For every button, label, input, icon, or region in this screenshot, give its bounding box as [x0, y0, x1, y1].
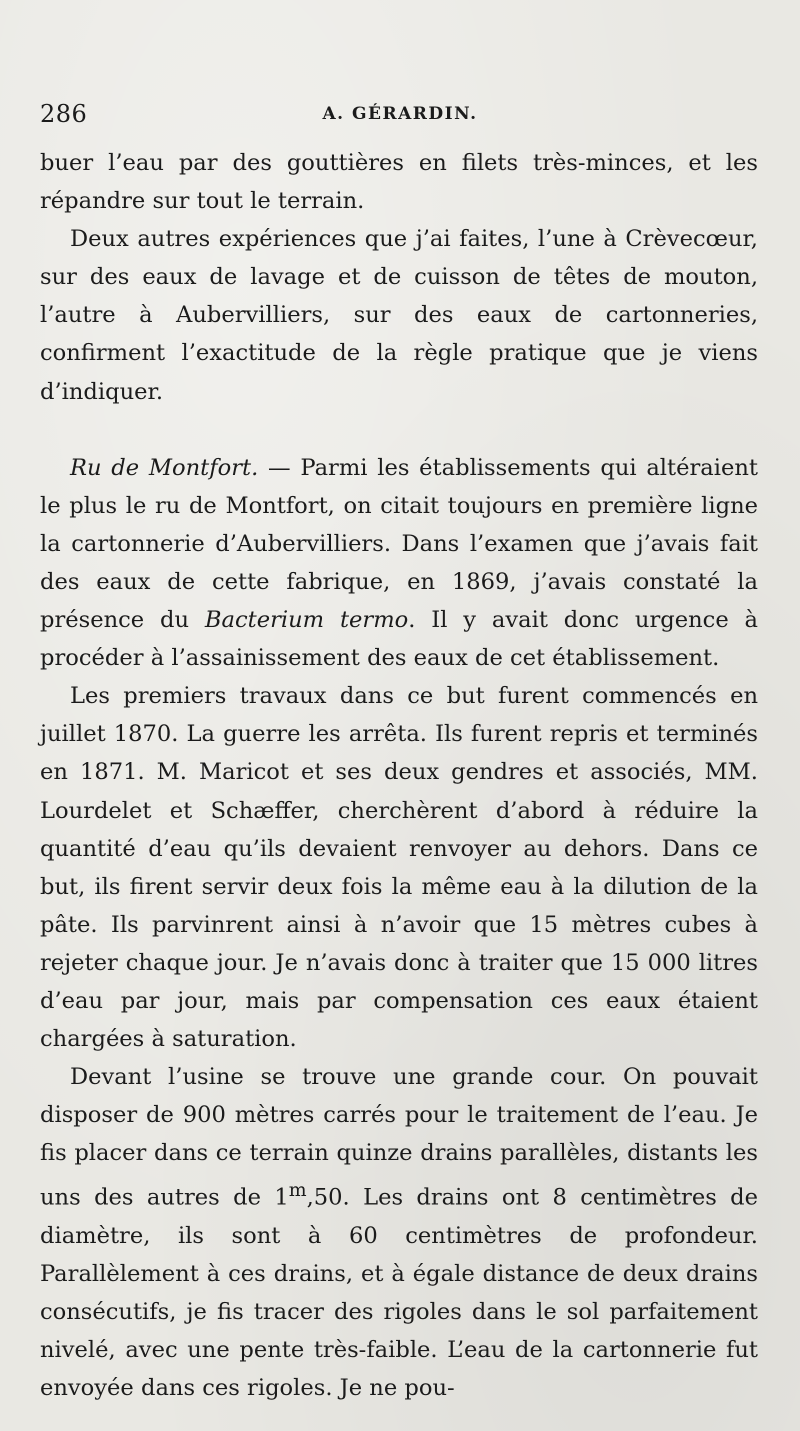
- page-number: 286: [40, 100, 88, 128]
- running-head: [40, 100, 760, 136]
- unit-superscript: m: [288, 1180, 307, 1202]
- paragraph-ru-de-montfort: [40, 449, 758, 678]
- body-text: [40, 144, 758, 1408]
- paragraph-experiments: Deux autres expériences que j’ai faites, l’une à Crèvecœur, sur des eaux de lavage et de cuisson de têtes de mouton, l’autre à Aubervilliers, sur des eaux de cartonneries, confirment l’exactitude de la règle pratique que je viens d’indiquer.: [40, 226, 758, 405]
- paragraph-continuation: buer l’eau par des gouttières en filets très-minces, et les répandre sur tout le terrain.: [40, 150, 758, 215]
- paragraph-text: Devant l’usine se trouve une grande cour. On pouvait disposer de 900 mètres carrés pour le traitement de l’eau. Je fis placer dans ce terrain quinze drains parallèles, distants les uns des autres de 1: [40, 1064, 758, 1211]
- paragraph-drains: [40, 1058, 758, 1407]
- section-spacer: [40, 411, 758, 449]
- running-title: A. GÉRARDIN.: [322, 104, 478, 124]
- paragraph-text: . Il y avait donc urgence à procéder à l’assainissement des eaux de cet établissement.: [40, 607, 759, 672]
- species-name: Bacterium termo: [204, 607, 409, 634]
- paragraph-works: Les premiers travaux dans ce but furent commencés en juillet 1870. La guerre les arrêta. Ils furent repris et terminés en 1871. M. Maricot et ses deux gendres et associés, MM. Lourdelet et Schæffer, cherchèrent d’abord à réduire la quantité d’eau qu’ils devaient renvoyer au dehors. Dans ce but, ils firent servir deux fois la même eau à la dilution de la pâte. Ils parvinrent ainsi à n’avoir que 15 mètres cubes à rejeter chaque jour. Je n’avais donc à traiter que 15 000 litres d’eau par jour, mais par compensation ces eaux étaient chargées à saturation.: [40, 683, 758, 1053]
- paragraph-text: Parmi les établissements qui altéraient le plus le ru de Montfort, on citait toujours en première ligne la cartonnerie d’Aubervilliers. Dans l’examen que j’avais fait des eaux de cette fabrique, en 1869, j’avais constaté la présence du: [40, 454, 758, 634]
- heading-dash: —: [258, 454, 301, 481]
- paragraph-text: ,50. Les drains ont 8 centimètres de diamètre, ils sont à 60 centimètres de profondeur. Parallèlement à ces drains, et à égale distance de deux drains consécutifs, je fis tracer des rigoles dans le sol parfaitement nivelé, avec une pente très-faible. L’eau de la cartonnerie fut envoyée dans ces rigoles. Je ne pou-: [40, 1184, 758, 1402]
- section-heading: Ru de Montfort.: [70, 454, 259, 481]
